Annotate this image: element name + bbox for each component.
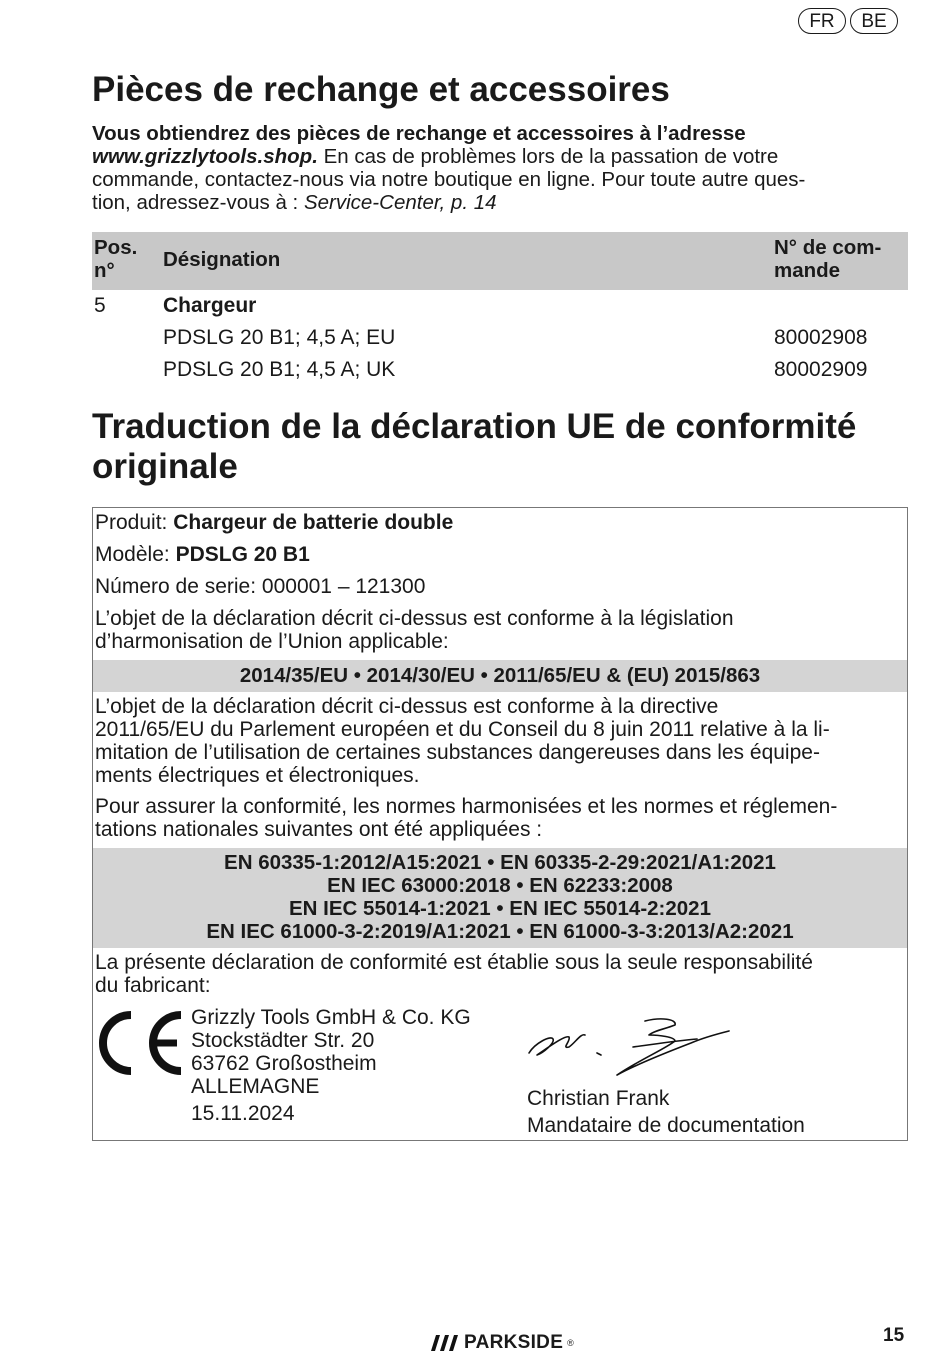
table-row bbox=[92, 354, 908, 386]
standards-intro-paragraph bbox=[95, 795, 905, 841]
directives-band: 2014/35/EU • 2014/30/EU • 2011/65/EU & (EU) 2015/863 bbox=[93, 660, 907, 692]
conformity-text-2: d’harmonisation de l’Union applicable: bbox=[95, 630, 449, 653]
page-number: 15 bbox=[883, 1325, 905, 1346]
row-designation: Chargeur bbox=[163, 294, 257, 317]
responsibility-paragraph bbox=[95, 951, 905, 997]
language-badge-be: BE bbox=[850, 8, 898, 34]
standards-line: EN 60335-1:2012/A15:2021 • EN 60335-2-29:2021/A1:2021 bbox=[224, 851, 776, 874]
signer-block bbox=[527, 1085, 805, 1139]
header-pos-line1: Pos. bbox=[94, 236, 138, 259]
header-order-line1: N° de com- bbox=[774, 236, 882, 259]
language-badges bbox=[798, 8, 898, 34]
standards-intro-text-2: tations nationales suivantes ont été appliquées : bbox=[95, 818, 543, 841]
signature-image bbox=[525, 1013, 735, 1083]
rohs-text-3: mitation de l’utilisation de certaines substances dangereuses dans les équipe- bbox=[95, 741, 820, 764]
intro-bold-text: Vous obtiendrez des pièces de rechange et accessoires à l’adresse bbox=[92, 122, 746, 145]
declaration-title-line1: Traduction de la déclaration UE de conformité bbox=[92, 407, 857, 446]
model-line bbox=[95, 543, 905, 566]
parkside-stripes-icon bbox=[430, 1334, 460, 1352]
serial-line: Número de serie: 000001 – 121300 bbox=[95, 575, 426, 598]
product-line bbox=[95, 511, 905, 534]
declaration-box bbox=[92, 507, 908, 1141]
company-street: Stockstädter Str. 20 bbox=[191, 1029, 375, 1052]
parts-table-header bbox=[92, 232, 908, 290]
ce-mark-icon bbox=[97, 1011, 185, 1075]
brand-logo bbox=[430, 1332, 574, 1354]
intro-paragraph bbox=[92, 122, 912, 214]
signer-role: Mandataire de documentation bbox=[527, 1114, 805, 1137]
declaration-date: 15.11.2024 bbox=[191, 1102, 295, 1125]
section-title-declaration bbox=[92, 407, 856, 487]
declaration-title-line2: originale bbox=[92, 447, 238, 486]
responsibility-text-2: du fabricant: bbox=[95, 974, 211, 997]
shop-url: www.grizzlytools.shop. bbox=[92, 145, 318, 168]
standards-intro-text-1: Pour assurer la conformité, les normes harmonisées et les normes et réglemen- bbox=[95, 795, 838, 818]
company-country: ALLEMAGNE bbox=[191, 1075, 320, 1098]
intro-text-2: commande, contactez-nous via notre boutique en ligne. Pour toute autre ques- bbox=[92, 168, 806, 191]
intro-text-3: tion, adressez-vous à : bbox=[92, 191, 299, 214]
standards-line: EN IEC 63000:2018 • EN 62233:2008 bbox=[327, 874, 673, 897]
signer-name: Christian Frank bbox=[527, 1087, 670, 1110]
registered-mark-icon: ® bbox=[567, 1338, 574, 1348]
row-order-number: 80002908 bbox=[774, 326, 868, 349]
company-name: Grizzly Tools GmbH & Co. KG bbox=[191, 1006, 471, 1029]
brand-name: PARKSIDE bbox=[464, 1332, 564, 1353]
header-pos-line2: n° bbox=[94, 259, 115, 282]
table-row bbox=[92, 322, 908, 354]
row-designation: PDSLG 20 B1; 4,5 A; UK bbox=[163, 358, 396, 381]
rohs-text-2: 2011/65/EU du Parlement européen et du Conseil du 8 juin 2011 relative à la li- bbox=[95, 718, 830, 741]
product-label: Produit: bbox=[95, 511, 168, 534]
rohs-paragraph bbox=[95, 695, 905, 787]
conformity-text-1: L’objet de la déclaration décrit ci-dessus est conforme à la législation bbox=[95, 607, 734, 630]
manufacturer-address bbox=[191, 1006, 471, 1125]
model-value: PDSLG 20 B1 bbox=[175, 543, 310, 566]
service-center-ref: Service-Center, p. 14 bbox=[303, 191, 497, 214]
rohs-text-4: ments électriques et électroniques. bbox=[95, 764, 420, 787]
model-label: Modèle: bbox=[95, 543, 170, 566]
conformity-paragraph bbox=[95, 607, 905, 653]
parts-table bbox=[92, 232, 908, 386]
standards-band bbox=[93, 848, 907, 948]
header-designation: Désignation bbox=[163, 248, 281, 271]
row-designation: PDSLG 20 B1; 4,5 A; EU bbox=[163, 326, 396, 349]
row-pos: 5 bbox=[94, 294, 106, 317]
section-title-spare-parts: Pièces de rechange et accessoires bbox=[92, 70, 670, 109]
rohs-text-1: L’objet de la déclaration décrit ci-dessus est conforme à la directive bbox=[95, 695, 719, 718]
header-order-line2: mande bbox=[774, 259, 841, 282]
row-order-number: 80002909 bbox=[774, 358, 868, 381]
language-badge-fr: FR bbox=[798, 8, 846, 34]
standards-line: EN IEC 55014-1:2021 • EN IEC 55014-2:2021 bbox=[289, 897, 711, 920]
product-value: Chargeur de batterie double bbox=[173, 511, 454, 534]
company-city: 63762 Großostheim bbox=[191, 1052, 377, 1075]
intro-text-1: En cas de problèmes lors de la passation de votre bbox=[323, 145, 779, 168]
responsibility-text-1: La présente déclaration de conformité est établie sous la seule responsabilité bbox=[95, 951, 813, 974]
table-row bbox=[92, 290, 908, 322]
standards-line: EN IEC 61000-3-2:2019/A1:2021 • EN 61000-3-3:2013/A2:2021 bbox=[206, 920, 794, 943]
